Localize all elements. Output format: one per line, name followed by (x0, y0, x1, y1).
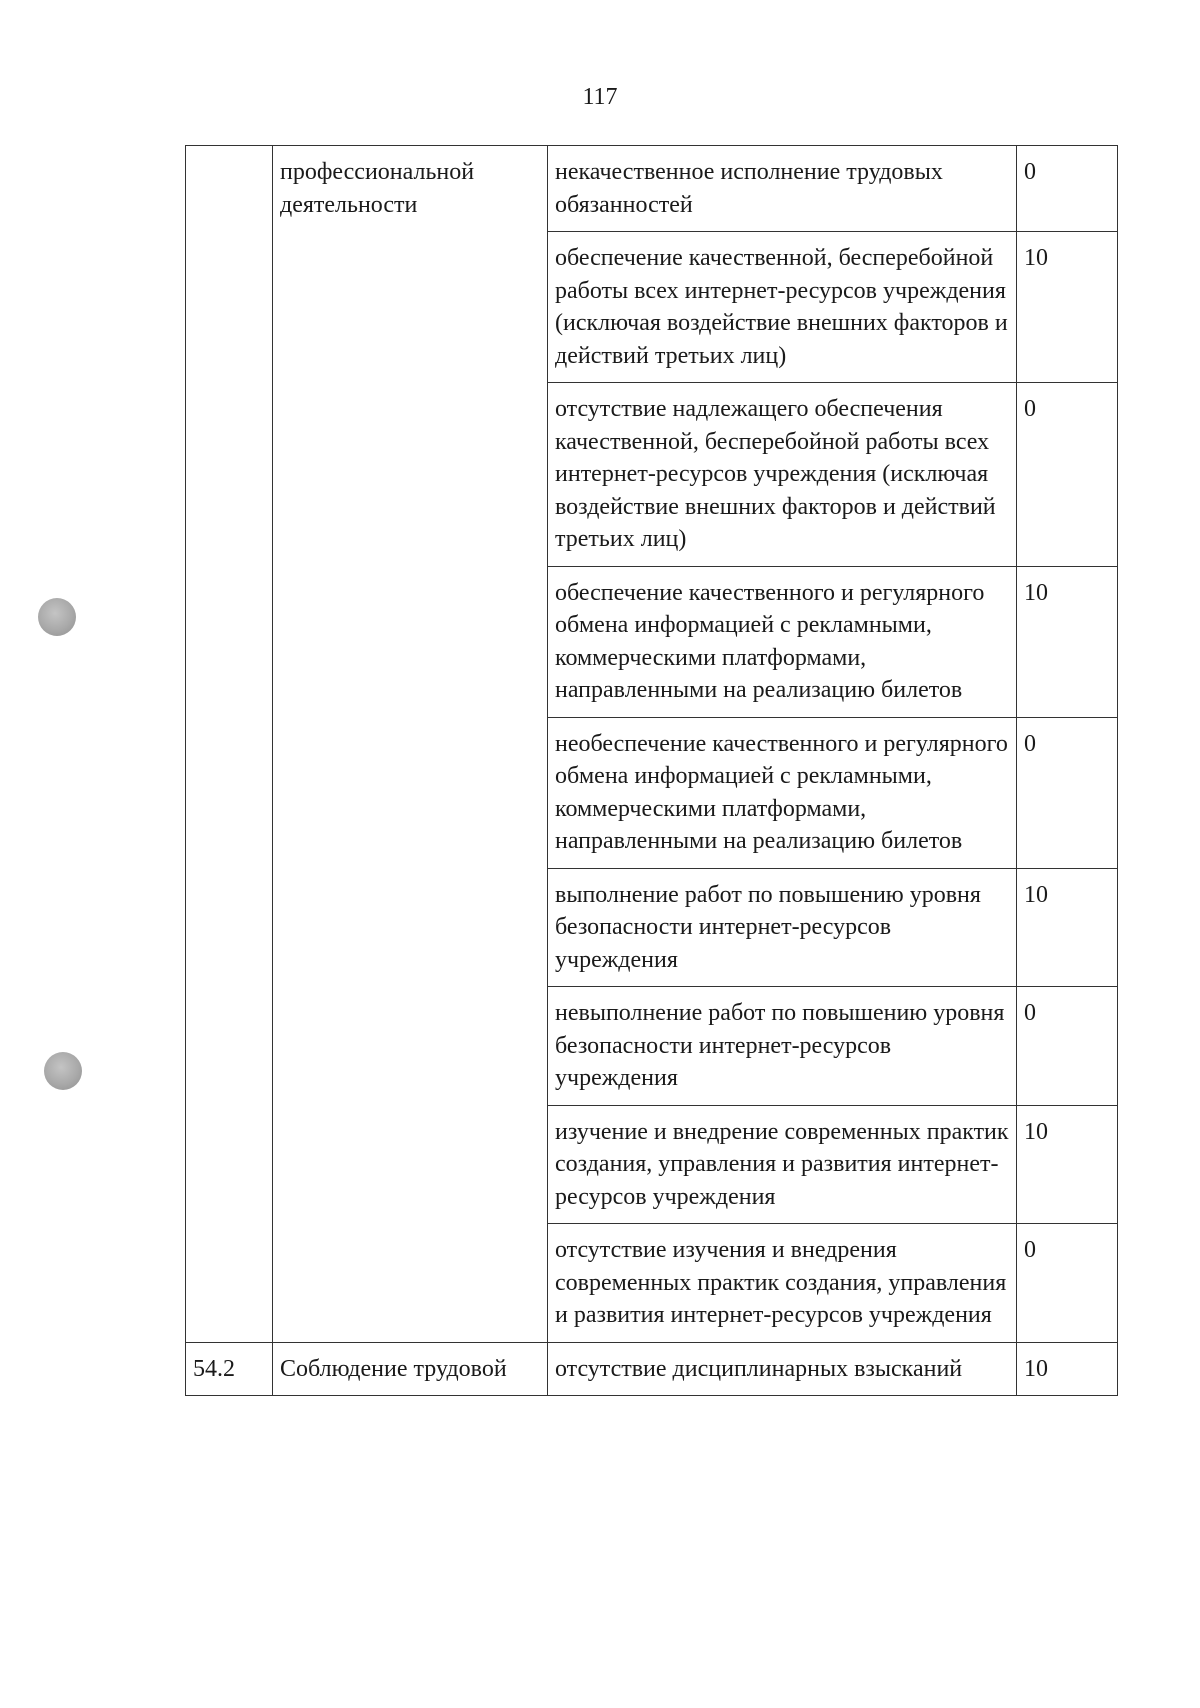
table-row (186, 146, 1118, 232)
table-row (186, 1342, 1118, 1396)
criterion-cell: изучение и внедрение современных практик создания, управления и развития интернет-ресурсов учреждения (548, 1105, 1017, 1224)
indicator-name-cell: профессиональной деятельности (273, 146, 548, 1343)
page-number: 117 (582, 84, 618, 110)
criterion-cell: отсутствие дисциплинарных взысканий (548, 1342, 1017, 1396)
row-number-cell: 54.2 (186, 1342, 273, 1396)
criterion-cell: необеспечение качественного и регулярного обмена информацией с рекламными, коммерческими платформами, направленными на реализацию билетов (548, 717, 1017, 868)
punch-hole-mark (38, 598, 76, 636)
criterion-cell: отсутствие надлежащего обеспечения качественной, бесперебойной работы всех интернет-ресурсов учреждения (исключая воздействие внешних факторов и действий третьих лиц) (548, 383, 1017, 567)
criterion-cell: некачественное исполнение трудовых обязанностей (548, 146, 1017, 232)
score-cell: 0 (1017, 146, 1118, 232)
indicator-name-cell: Соблюдение трудовой (273, 1342, 548, 1396)
score-cell: 10 (1017, 1342, 1118, 1396)
criterion-cell: обеспечение качественной, бесперебойной работы всех интернет-ресурсов учреждения (исключая воздействие внешних факторов и действий третьих лиц) (548, 232, 1017, 383)
criterion-cell: обеспечение качественного и регулярного обмена информацией с рекламными, коммерческими платформами, направленными на реализацию билетов (548, 566, 1017, 717)
score-cell: 0 (1017, 717, 1118, 868)
score-cell: 0 (1017, 987, 1118, 1106)
score-cell: 10 (1017, 1105, 1118, 1224)
score-cell: 0 (1017, 1224, 1118, 1343)
punch-hole-mark (44, 1052, 82, 1090)
row-number-cell (186, 146, 273, 1343)
score-cell: 10 (1017, 868, 1118, 987)
score-cell: 0 (1017, 383, 1118, 567)
score-cell: 10 (1017, 566, 1118, 717)
criterion-cell: невыполнение работ по повышению уровня безопасности интернет-ресурсов учреждения (548, 987, 1017, 1106)
score-cell: 10 (1017, 232, 1118, 383)
criterion-cell: выполнение работ по повышению уровня безопасности интернет-ресурсов учреждения (548, 868, 1017, 987)
criteria-table (185, 145, 1118, 1396)
criterion-cell: отсутствие изучения и внедрения современных практик создания, управления и развития интернет-ресурсов учреждения (548, 1224, 1017, 1343)
